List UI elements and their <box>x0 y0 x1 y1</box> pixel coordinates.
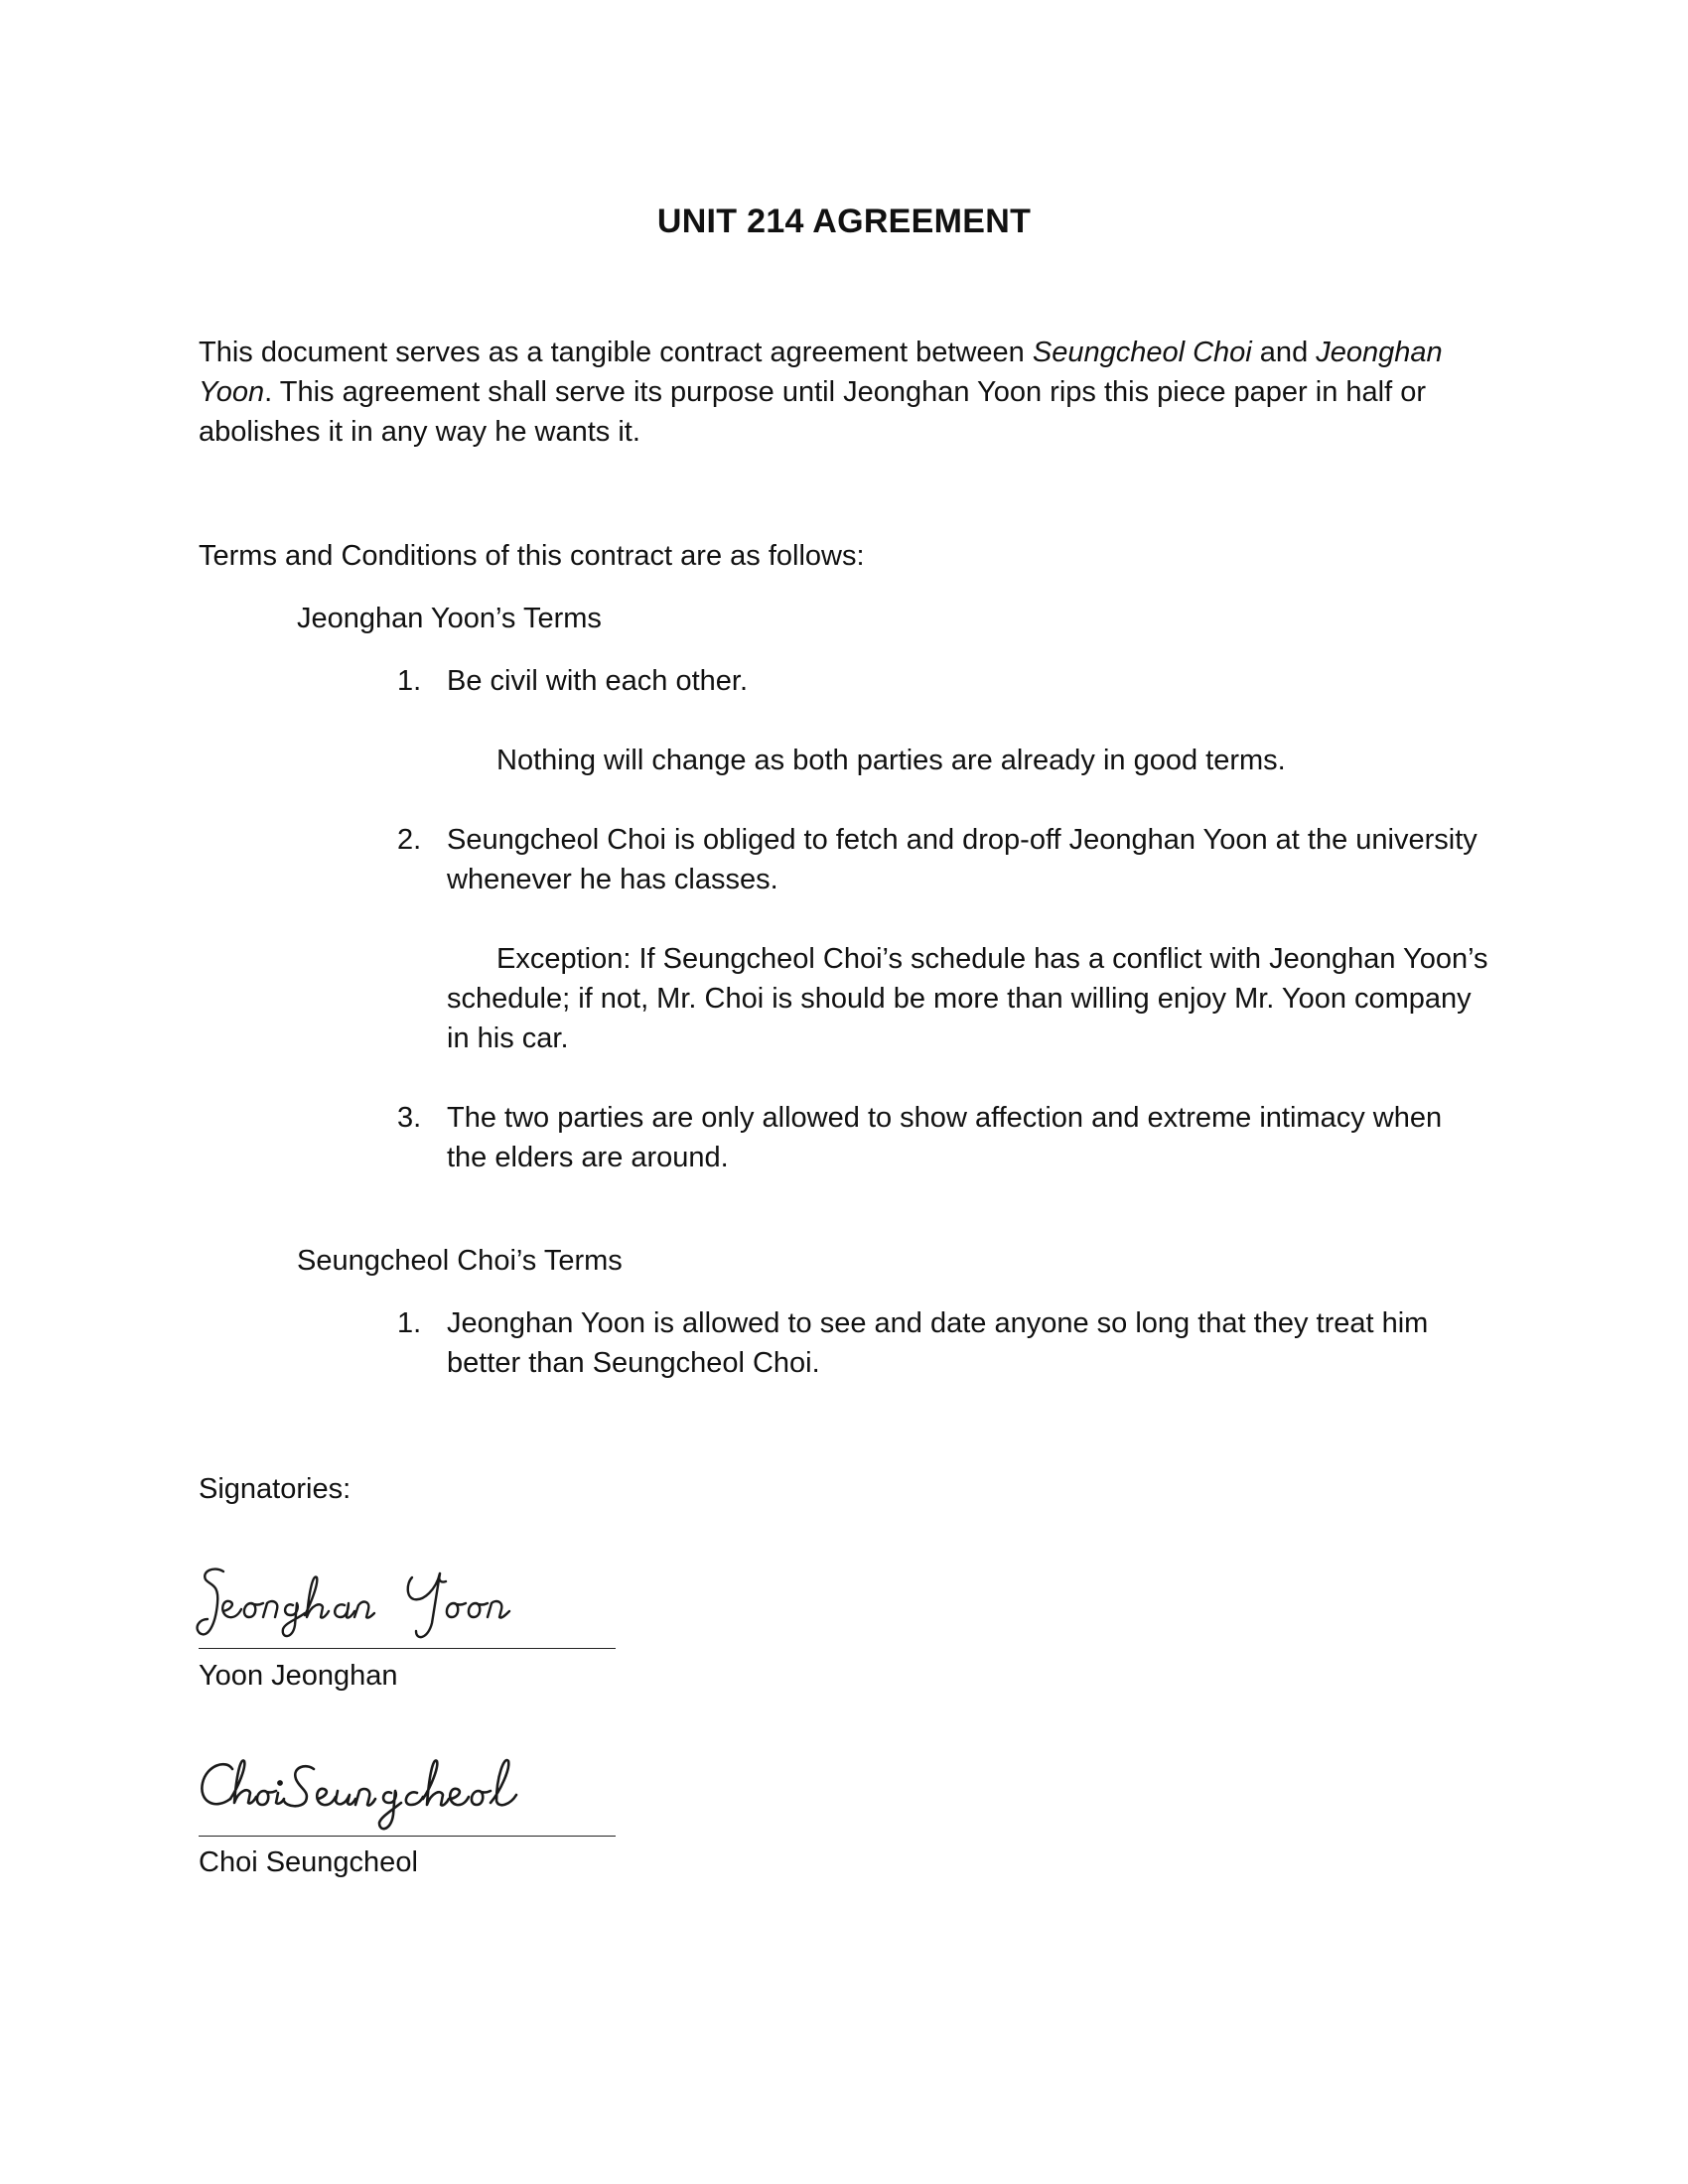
item-text: The two parties are only allowed to show affection and extreme intimacy when the elders are around. <box>447 1102 1443 1173</box>
terms-heading: Terms and Conditions of this contract are as follows: <box>199 540 865 572</box>
signer-printed-name: Yoon Jeonghan <box>199 1660 398 1692</box>
item-number: 1. <box>397 665 422 697</box>
item-number: 3. <box>397 1102 422 1134</box>
signer-printed-name: Choi Seungcheol <box>199 1846 418 1878</box>
jeonghan-terms-heading: Jeonghan Yoon’s Terms <box>297 603 602 634</box>
party-name-yoon: Jeonghan Yoon <box>199 337 1443 408</box>
item-text: Be civil with each other. <box>447 665 749 697</box>
signatories-label: Signatories: <box>199 1473 352 1505</box>
intro-paragraph <box>199 333 1489 452</box>
intro-text-2: and <box>1251 337 1317 368</box>
item-text: Seungcheol Choi is obliged to fetch and drop-off Jeonghan Yoon at the university whenever he has classes. <box>447 824 1477 895</box>
signature-jeonghan-yoon <box>194 1564 551 1643</box>
document-title: UNIT 214 AGREEMENT <box>656 203 1032 240</box>
signature-line <box>199 1836 616 1837</box>
party-name-choi: Seungcheol Choi <box>1032 337 1252 368</box>
intro-text-1: This document serves as a tangible contract agreement between <box>199 337 1033 368</box>
item-note: Exception: If Seungcheol Choi’s schedule has a conflict with Jeonghan Yoon’s schedule; if not, Mr. Choi is should be more than willing enjoy Mr. Yoon company in his car. <box>447 943 1488 1054</box>
signature-choi-seungcheol <box>197 1747 624 1846</box>
intro-text-3: . This agreement shall serve its purpose until Jeonghan Yoon rips this piece paper in half or abolishes it in any way he wants it. <box>199 376 1426 448</box>
item-note: Nothing will change as both parties are already in good terms. <box>496 745 1286 776</box>
signature-line <box>199 1648 616 1649</box>
item-number: 2. <box>397 824 422 856</box>
seungcheol-terms-heading: Seungcheol Choi’s Terms <box>297 1245 623 1277</box>
item-text: Jeonghan Yoon is allowed to see and date anyone so long that they treat him better than Seungcheol Choi. <box>447 1307 1429 1379</box>
item-number: 1. <box>397 1307 422 1339</box>
